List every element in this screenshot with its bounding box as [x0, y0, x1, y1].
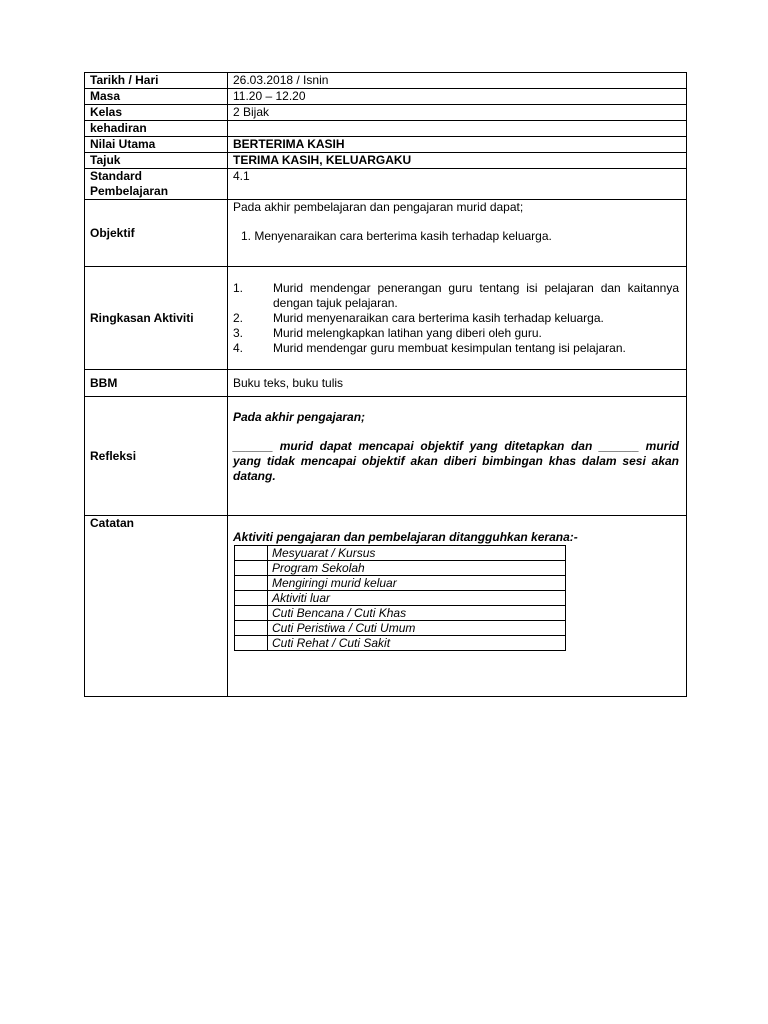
aktiviti-item-num: 3.	[233, 326, 244, 340]
aktiviti-item	[233, 341, 681, 356]
objektif-label: Objektif	[85, 200, 228, 267]
tarikh-value: 26.03.2018 / Isnin	[228, 73, 687, 89]
objektif-cell	[228, 200, 687, 267]
row-nilai	[85, 137, 687, 153]
catatan-cell	[228, 516, 687, 697]
catatan-reason-table	[234, 545, 566, 651]
lesson-plan-table	[84, 72, 687, 697]
refleksi-title: Pada akhir pengajaran;	[233, 410, 366, 424]
standard-label	[85, 169, 228, 200]
refleksi-body: ______ murid dapat mencapai objektif yang ditetapkan dan ______ murid yang tidak mencapai objektif akan diberi bimbingan khas dalam sesi akan datang.	[233, 439, 679, 483]
reason-label: Cuti Peristiwa / Cuti Umum	[268, 621, 566, 636]
reason-label: Mengiringi murid keluar	[268, 576, 566, 591]
row-aktiviti	[85, 267, 687, 370]
reason-checkbox[interactable]	[235, 576, 268, 591]
row-refleksi	[85, 397, 687, 516]
nilai-value: BERTERIMA KASIH	[228, 137, 687, 153]
refleksi-cell	[228, 397, 687, 516]
row-catatan	[85, 516, 687, 697]
kehadiran-label: kehadiran	[85, 121, 228, 137]
reason-row	[235, 636, 566, 651]
kelas-value: 2 Bijak	[228, 105, 687, 121]
aktiviti-list	[233, 281, 681, 356]
reason-label: Cuti Bencana / Cuti Khas	[268, 606, 566, 621]
reason-label: Cuti Rehat / Cuti Sakit	[268, 636, 566, 651]
reason-checkbox[interactable]	[235, 636, 268, 651]
refleksi-label: Refleksi	[85, 397, 228, 516]
row-tajuk	[85, 153, 687, 169]
standard-value: 4.1	[228, 169, 687, 200]
masa-value: 11.20 – 12.20	[228, 89, 687, 105]
objektif-list	[233, 229, 681, 244]
aktiviti-item	[233, 311, 681, 326]
row-objektif	[85, 200, 687, 267]
nilai-label: Nilai Utama	[85, 137, 228, 153]
kehadiran-value	[228, 121, 687, 137]
aktiviti-item-num: 1.	[233, 281, 244, 295]
masa-label: Masa	[85, 89, 228, 105]
reason-row	[235, 591, 566, 606]
reason-label: Program Sekolah	[268, 561, 566, 576]
aktiviti-cell	[228, 267, 687, 370]
reason-checkbox[interactable]	[235, 561, 268, 576]
reason-row	[235, 546, 566, 561]
aktiviti-label: Ringkasan Aktiviti	[85, 267, 228, 370]
reason-checkbox[interactable]	[235, 591, 268, 606]
aktiviti-item-text: Murid mendengar guru membuat kesimpulan tentang isi pelajaran.	[273, 341, 626, 355]
reason-row	[235, 576, 566, 591]
kelas-label: Kelas	[85, 105, 228, 121]
standard-label-line1: Standard	[90, 169, 143, 183]
row-masa	[85, 89, 687, 105]
aktiviti-item-num: 2.	[233, 311, 244, 325]
reason-label: Aktiviti luar	[268, 591, 566, 606]
row-standard	[85, 169, 687, 200]
reason-label: Mesyuarat / Kursus	[268, 546, 566, 561]
reason-row	[235, 621, 566, 636]
tarikh-label: Tarikh / Hari	[85, 73, 228, 89]
row-tarikh	[85, 73, 687, 89]
catatan-label: Catatan	[85, 516, 228, 697]
objektif-item: 1. Menyenaraikan cara berterima kasih terhadap keluarga.	[241, 229, 552, 243]
aktiviti-item	[233, 326, 681, 341]
row-kehadiran	[85, 121, 687, 137]
bbm-value: Buku teks, buku tulis	[228, 370, 687, 397]
row-kelas	[85, 105, 687, 121]
aktiviti-item-text: Murid melengkapkan latihan yang diberi oleh guru.	[273, 326, 542, 340]
aktiviti-item-num: 4.	[233, 341, 244, 355]
catatan-title: Aktiviti pengajaran dan pembelajaran ditangguhkan kerana:-	[233, 530, 578, 544]
reason-checkbox[interactable]	[235, 606, 268, 621]
tajuk-label: Tajuk	[85, 153, 228, 169]
row-bbm	[85, 370, 687, 397]
aktiviti-item-text: Murid mendengar penerangan guru tentang isi pelajaran dan kaitannya dengan tajuk pelajaran.	[273, 281, 679, 310]
aktiviti-item-text: Murid menyenaraikan cara berterima kasih terhadap keluarga.	[273, 311, 604, 325]
aktiviti-item	[233, 281, 681, 311]
reason-checkbox[interactable]	[235, 546, 268, 561]
reason-row	[235, 606, 566, 621]
objektif-intro: Pada akhir pembelajaran dan pengajaran murid dapat;	[233, 200, 524, 214]
tajuk-value: TERIMA KASIH, KELUARGAKU	[228, 153, 687, 169]
bbm-label: BBM	[85, 370, 228, 397]
reason-row	[235, 561, 566, 576]
standard-label-line2: Pembelajaran	[90, 184, 169, 198]
reason-checkbox[interactable]	[235, 621, 268, 636]
